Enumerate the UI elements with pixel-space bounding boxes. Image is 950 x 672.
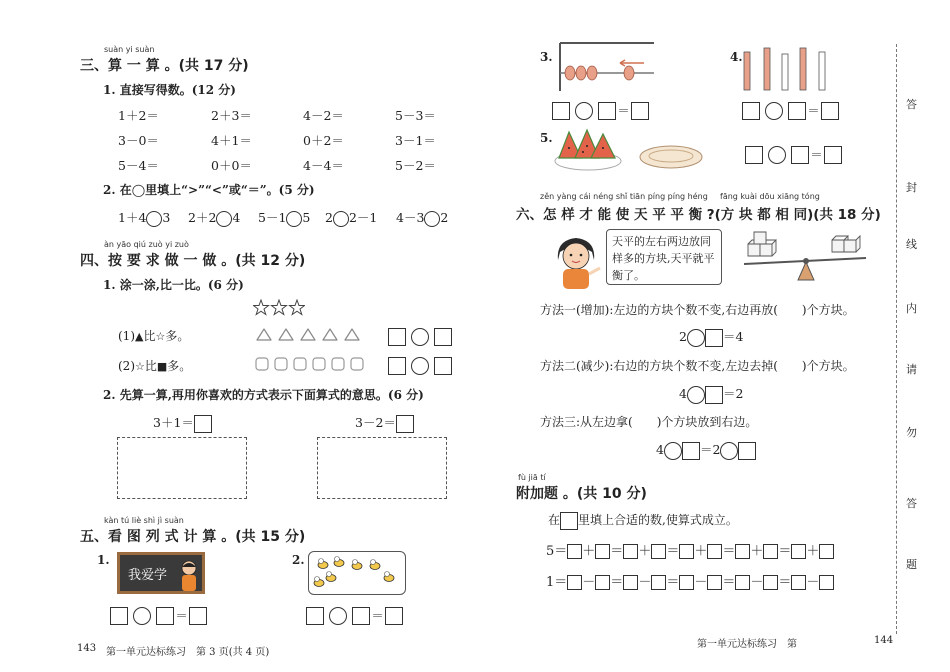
answer-box-group xyxy=(552,100,649,120)
method1-text: 方法一(增加):左边的方块个数不变,右边再放( )个方块。 xyxy=(540,303,855,317)
answer-circle[interactable] xyxy=(687,329,705,347)
chain-row-plus: 5＝ ＋ ＝ ＋ ＝ ＋ ＝ ＋ ＝ ＋ xyxy=(546,540,834,559)
answer-box[interactable] xyxy=(598,102,616,120)
section4-q1: 1. 涂一涂,比一比。(6 分) xyxy=(103,278,244,292)
compare-item: 5－1 5 xyxy=(258,210,311,225)
binding-label: 线 xyxy=(906,238,917,251)
answer-box[interactable] xyxy=(385,607,403,625)
binding-label: 答 xyxy=(906,98,917,111)
equals-sign: ＝ xyxy=(810,147,823,162)
right-footer-text: 第一单元达标练习 第 xyxy=(697,639,797,650)
answer-box[interactable] xyxy=(567,575,582,590)
answer-box[interactable] xyxy=(552,102,570,120)
blackboard-image xyxy=(117,552,205,594)
expression-2: 3－2＝ xyxy=(355,413,414,433)
answer-box[interactable] xyxy=(707,544,722,559)
answer-box[interactable] xyxy=(434,357,452,375)
calc-cell: 4＋1＝ xyxy=(211,133,252,148)
speech-text: 天平的左右两边放同样多的方块,天平就平衡了。 xyxy=(612,235,715,282)
calc-cell: 0＋0＝ xyxy=(211,158,252,173)
answer-box[interactable] xyxy=(735,575,750,590)
compare-row-2: (2)☆比■多。 xyxy=(118,359,192,373)
section4-pinyin: àn yāo qiú zuò yi zuò xyxy=(104,240,189,249)
item-number: 2. xyxy=(292,553,305,567)
section3-title: 三、算 一 算 。(共 17 分) xyxy=(80,58,249,74)
answer-box[interactable] xyxy=(651,544,666,559)
answer-box-group xyxy=(306,605,403,625)
binding-label: 内 xyxy=(906,302,917,315)
compare-circle[interactable] xyxy=(424,211,440,227)
expression-1: 3＋1＝ xyxy=(153,413,212,433)
compare-circle[interactable] xyxy=(216,211,232,227)
answer-box[interactable] xyxy=(651,575,666,590)
answer-box[interactable] xyxy=(595,575,610,590)
answer-box-sample xyxy=(560,512,578,530)
girl-figure-icon xyxy=(548,232,604,292)
answer-box[interactable] xyxy=(434,328,452,346)
binding-line xyxy=(896,44,897,634)
item-number: 3. xyxy=(540,50,553,64)
answer-box[interactable] xyxy=(763,544,778,559)
answer-box-group xyxy=(742,100,839,120)
star-icon: ☆ xyxy=(155,330,166,343)
drawing-area-2[interactable] xyxy=(317,437,447,499)
method2-text: 方法二(减少):右边的方块个数不变,左边去掉( )个方块。 xyxy=(540,359,855,373)
section3-q1: 1. 直接写得数。(12 分) xyxy=(103,83,236,97)
method2-equation: 4 ＝2 xyxy=(679,384,743,404)
calc-cell: 5－4＝ xyxy=(118,158,159,173)
binding-label: 答 xyxy=(906,497,917,510)
sticks-icon xyxy=(742,44,832,92)
equals-sign: ＝ xyxy=(617,103,630,118)
answer-box[interactable] xyxy=(352,607,370,625)
answer-box[interactable] xyxy=(682,442,700,460)
answer-box[interactable] xyxy=(595,544,610,559)
answer-box[interactable] xyxy=(306,607,324,625)
section6-pinyin-1: zěn yàng cái néng shǐ tiān píng píng héng xyxy=(540,192,708,201)
answer-circle[interactable] xyxy=(768,146,786,164)
abacus-icon xyxy=(556,41,658,93)
answer-box[interactable] xyxy=(396,415,414,433)
answer-box[interactable] xyxy=(631,102,649,120)
answer-box[interactable] xyxy=(738,442,756,460)
answer-circle[interactable] xyxy=(687,386,705,404)
calc-cell: 4－4＝ xyxy=(303,158,344,173)
answer-box-group xyxy=(388,326,452,346)
section3-pinyin: suàn yi suàn xyxy=(104,45,155,54)
compare-row-1: (1)▲比☆多。 xyxy=(118,329,190,343)
calc-cell: 2＋3＝ xyxy=(211,108,252,123)
calc-cell: 0＋2＝ xyxy=(303,133,344,148)
answer-box[interactable] xyxy=(788,102,806,120)
calc-cell: 5－2＝ xyxy=(395,158,436,173)
answer-circle[interactable] xyxy=(765,102,783,120)
answer-circle[interactable] xyxy=(720,442,738,460)
right-page-number: 144 xyxy=(874,635,894,646)
section5-pinyin: kàn tú liè shì jì suàn xyxy=(104,516,184,525)
calc-cell: 5－3＝ xyxy=(395,108,436,123)
extra-title: 附加题 。(共 10 分) xyxy=(516,486,647,502)
answer-box[interactable] xyxy=(821,102,839,120)
answer-box[interactable] xyxy=(819,544,834,559)
compare-circle[interactable] xyxy=(286,211,302,227)
section6-pinyin-2: fāng kuài dōu xiāng tóng xyxy=(720,192,820,201)
speech-bubble xyxy=(606,229,722,285)
answer-circle[interactable] xyxy=(411,357,429,375)
three-stars-icon xyxy=(253,299,305,317)
calc-cell: 1＋2＝ xyxy=(118,108,159,123)
answer-box[interactable] xyxy=(623,575,638,590)
answer-box[interactable] xyxy=(707,575,722,590)
bees-image xyxy=(308,551,406,595)
method1-equation: 2 ＝4 xyxy=(679,327,743,347)
answer-circle[interactable] xyxy=(664,442,682,460)
answer-box[interactable] xyxy=(705,329,723,347)
equals-sign: ＝ xyxy=(371,608,384,623)
item-number: 5. xyxy=(540,131,553,145)
compare-circle[interactable] xyxy=(146,211,162,227)
answer-box-group xyxy=(110,605,207,625)
item-number: 4. xyxy=(730,50,743,64)
answer-box[interactable] xyxy=(763,575,778,590)
answer-box[interactable] xyxy=(110,607,128,625)
extra-pinyin: fù jiā tí xyxy=(518,473,546,482)
extra-question: 在 里填上合适的数,使算式成立。 xyxy=(548,511,738,530)
answer-box[interactable] xyxy=(745,146,763,164)
answer-box[interactable] xyxy=(189,607,207,625)
answer-box[interactable] xyxy=(791,544,806,559)
answer-circle[interactable] xyxy=(411,328,429,346)
left-footer-text: 第一单元达标练习 第 3 页(共 4 页) xyxy=(106,647,270,658)
calc-cell: 3－1＝ xyxy=(395,133,436,148)
section4-title: 四、按 要 求 做 一 做 。(共 12 分) xyxy=(80,253,306,269)
answer-box[interactable] xyxy=(742,102,760,120)
six-rounded-squares-icon xyxy=(255,356,373,372)
balance-scale-icon xyxy=(736,230,876,286)
section4-q2: 2. 先算一算,再用你喜欢的方式表示下面算式的意思。(6 分) xyxy=(103,388,424,402)
filled-square-icon: ■ xyxy=(156,360,168,373)
answer-box[interactable] xyxy=(388,328,406,346)
answer-circle[interactable] xyxy=(575,102,593,120)
chain-row-minus: 1＝ － ＝ － ＝ － ＝ － ＝ － xyxy=(546,571,834,590)
answer-box-group xyxy=(388,355,452,375)
answer-box[interactable] xyxy=(679,575,694,590)
calc-cell: 4－2＝ xyxy=(303,108,344,123)
equals-sign: ＝ xyxy=(175,608,188,623)
answer-circle[interactable] xyxy=(133,607,151,625)
calc-cell: 3－0＝ xyxy=(118,133,159,148)
filled-triangle-icon: ▲ xyxy=(135,330,144,343)
answer-box[interactable] xyxy=(194,415,212,433)
bees-icon xyxy=(309,552,405,594)
compare-item: 4－3 2 xyxy=(396,210,449,225)
answer-box[interactable] xyxy=(567,544,582,559)
section6-title: 六、怎 样 才 能 使 天 平 平 衡 ?(方 块 都 相 同)(共 18 分) xyxy=(516,207,881,223)
equals-sign: ＝ xyxy=(807,103,820,118)
star-icon: ☆ xyxy=(135,360,145,373)
blackboard-text: 我爱学 xyxy=(128,568,168,583)
watermelon-plate-icon xyxy=(553,128,623,172)
answer-box[interactable] xyxy=(819,575,834,590)
answer-box[interactable] xyxy=(679,544,694,559)
empty-plate-icon xyxy=(638,142,704,172)
answer-box[interactable] xyxy=(705,386,723,404)
answer-box[interactable] xyxy=(388,357,406,375)
answer-box-group xyxy=(745,144,842,164)
binding-label: 题 xyxy=(906,558,917,571)
answer-box[interactable] xyxy=(824,146,842,164)
method3-text: 方法三:从左边拿( )个方块放到右边。 xyxy=(540,415,758,429)
drawing-area-1[interactable] xyxy=(117,437,247,499)
compare-item: 2＋2 4 xyxy=(188,210,241,225)
answer-box[interactable] xyxy=(156,607,174,625)
left-page-number: 143 xyxy=(77,643,97,654)
compare-circle[interactable] xyxy=(333,211,349,227)
answer-box[interactable] xyxy=(791,575,806,590)
answer-box[interactable] xyxy=(735,544,750,559)
item-number: 1. xyxy=(97,553,110,567)
section3-q2: 2. 在◯里填上“>”“<”或“＝”。(5 分) xyxy=(103,183,315,197)
binding-label: 封 xyxy=(906,181,917,194)
binding-label: 勿 xyxy=(906,426,917,439)
compare-item: 2 2－1 xyxy=(325,210,378,225)
section5-title: 五、看 图 列 式 计 算 。(共 15 分) xyxy=(80,529,306,545)
child-figure-icon xyxy=(175,559,203,595)
method3-equation: 4 ＝2 xyxy=(656,440,756,460)
compare-item: 1＋4 3 xyxy=(118,210,171,225)
five-triangles-icon xyxy=(255,327,367,342)
answer-circle[interactable] xyxy=(329,607,347,625)
binding-label: 请 xyxy=(906,363,917,376)
answer-box[interactable] xyxy=(791,146,809,164)
answer-box[interactable] xyxy=(623,544,638,559)
